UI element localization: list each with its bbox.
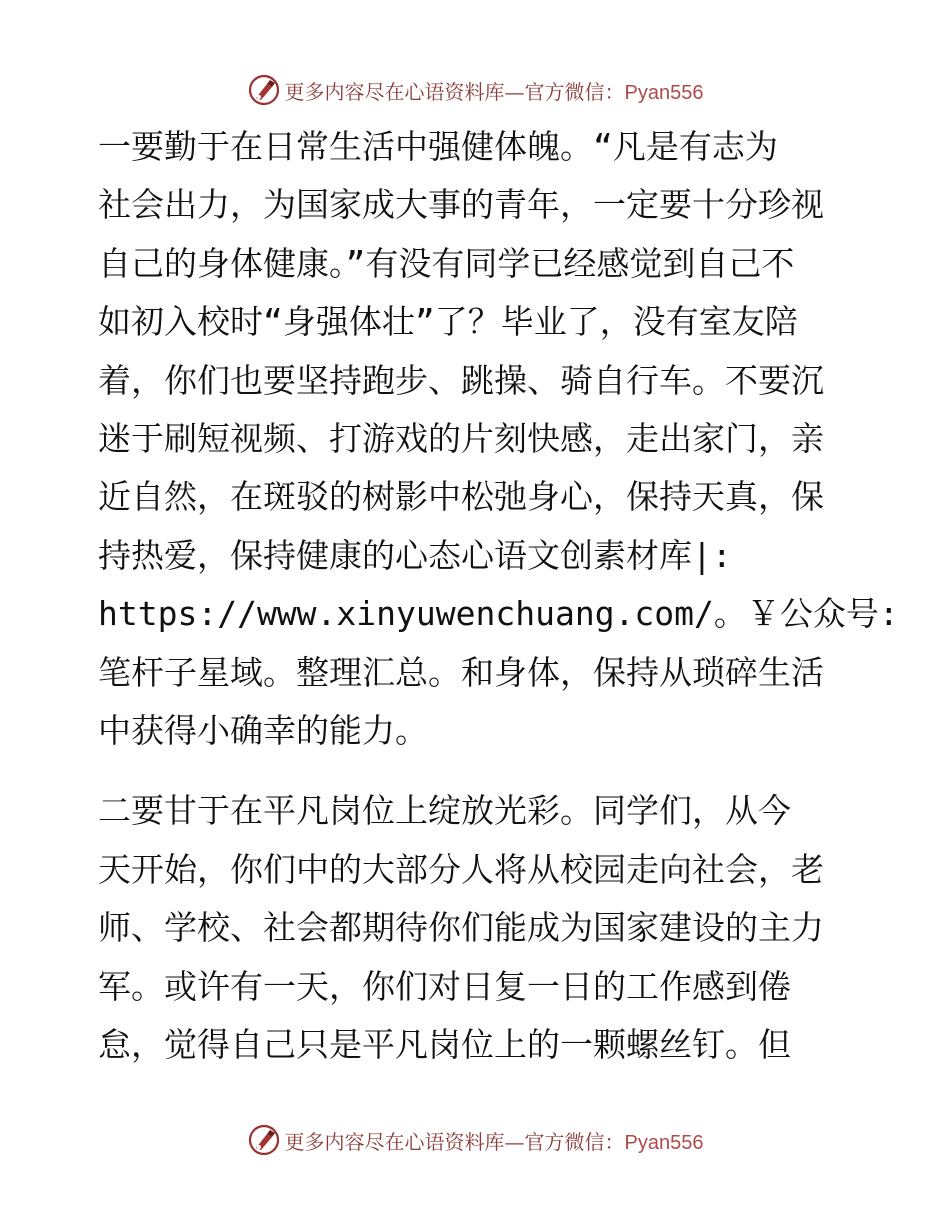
watermark-text: 更多内容尽在心语资料库—官方微信：Pyan556	[284, 79, 704, 104]
text-line: 二要甘于在平凡岗位上绽放光彩。同学们，从今	[98, 791, 791, 831]
text-line: 天开始，你们中的大部分人将从校园走向社会，老	[98, 849, 824, 889]
text-line: 迷于刷短视频、打游戏的片刻快感，走出家门，亲	[98, 419, 824, 459]
page-footer-watermark	[0, 1118, 950, 1162]
watermark-wechat-id: Pyan556	[624, 81, 704, 104]
text-line: 自己的身体健康。”有没有同学已经感觉到自己不	[98, 243, 795, 283]
text-line: 如初入校时“身强体壮”了？毕业了，没有室友陪	[98, 302, 798, 342]
text-line: 一要勤于在日常生活中强健体魄。“凡是有志为	[98, 127, 778, 166]
text-line: 近自然，在斑驳的树影中松弛身心，保持天真，保	[98, 477, 824, 517]
text-line: 着，你们也要坚持跑步、跳操、骑自行车。不要沉	[98, 360, 824, 400]
paragraph-2	[98, 782, 854, 1074]
pen-nib-logo-icon	[247, 73, 281, 107]
text-line: 怠，觉得自己只是平凡岗位上的一颗螺丝钉。但	[98, 1025, 791, 1065]
page-header-watermark	[0, 68, 950, 112]
text-line: 笔杆子星域。整理汇总。和身体，保持从琐碎生活	[98, 652, 824, 692]
watermark-wechat-id: Pyan556	[624, 1131, 704, 1154]
text-line: 军。或许有一天，你们对日复一日的工作感到倦	[98, 966, 791, 1006]
text-line: 中获得小确幸的能力。	[98, 711, 428, 751]
text-line: 社会出力，为国家成大事的青年，一定要十分珍视	[98, 185, 824, 225]
paragraph-1	[98, 118, 899, 760]
document-body	[98, 118, 899, 1075]
pen-nib-logo-icon	[247, 1123, 281, 1157]
text-line: 持热爱，保持健康的心态心语文创素材库|:	[98, 535, 732, 575]
text-line-url: https://www.xinyuwenchuang.com/。￥公众号:	[98, 594, 899, 634]
watermark-text: 更多内容尽在心语资料库—官方微信：Pyan556	[284, 1129, 704, 1154]
text-line: 师、学校、社会都期待你们能成为国家建设的主力	[98, 908, 824, 948]
